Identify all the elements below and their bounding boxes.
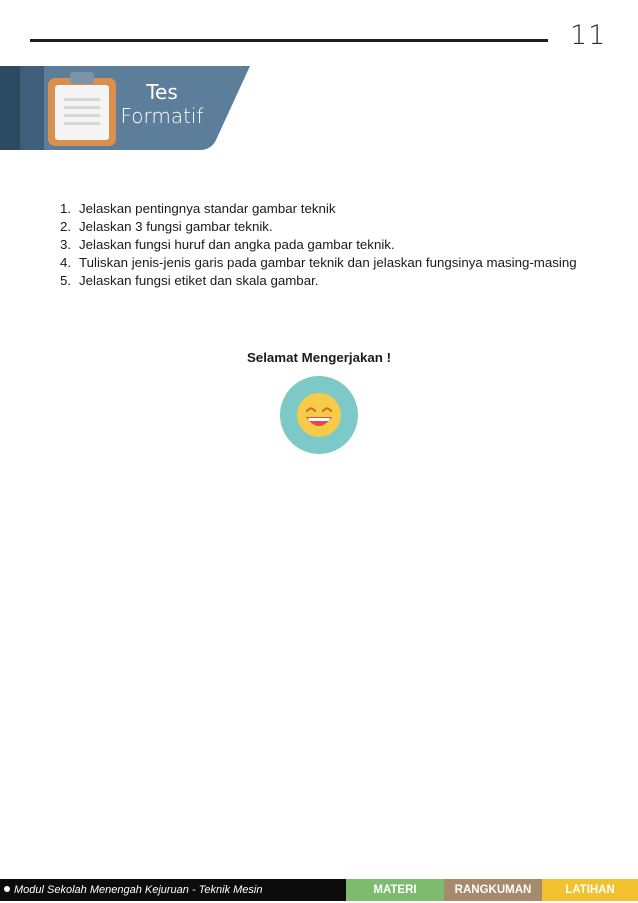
list-item [60,218,590,236]
question-number: 1. [60,201,72,216]
list-item [60,272,590,290]
question-number: 5. [60,273,72,288]
tab-latihan[interactable]: LATIHAN [542,879,638,901]
clipboard-icon [46,72,118,148]
banner-title: Tes [146,80,178,104]
question-list [60,200,590,290]
tab-rangkuman[interactable]: RANGKUMAN [444,879,542,901]
question-number: 4. [60,255,72,270]
footer-bar [0,879,638,901]
list-item [60,200,590,218]
footer-label-text: Modul Sekolah Menengah Kejuruan - Teknik Mesin [14,884,263,896]
question-text: Jelaskan fungsi etiket dan skala gambar. [79,273,319,288]
tab-materi[interactable]: MATERI [346,879,444,901]
list-item [60,236,590,254]
question-text: Tuliskan jenis-jenis garis pada gambar teknik dan jelaskan fungsinya masing-masing [79,255,577,270]
question-text: Jelaskan pentingnya standar gambar teknik [79,201,336,216]
list-item [60,254,590,272]
bullet-icon [4,886,10,892]
question-text: Jelaskan fungsi huruf dan angka pada gambar teknik. [79,237,395,252]
question-number: 3. [60,237,72,252]
header-rule [30,39,548,42]
page-number: 11 [570,20,607,51]
question-number: 2. [60,219,72,234]
footer-module-label [4,879,262,901]
question-text: Jelaskan 3 fungsi gambar teknik. [79,219,273,234]
closing-message: Selamat Mengerjakan ! [246,350,392,365]
banner-subtitle: Formatif [120,104,204,128]
smiley-face-icon [279,375,359,455]
